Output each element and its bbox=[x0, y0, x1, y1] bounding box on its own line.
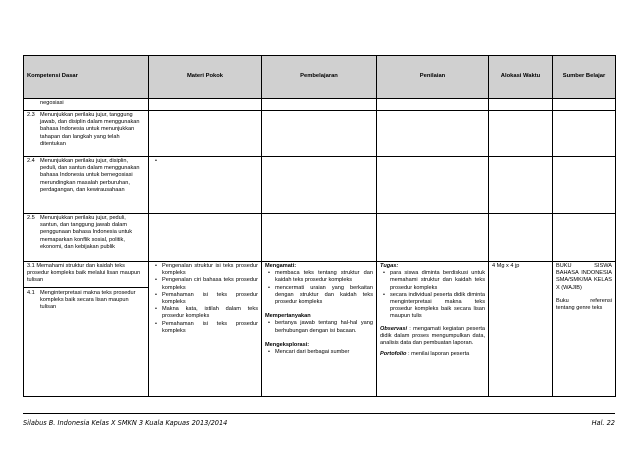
header-kompetensi-dasar: Kompetensi Dasar bbox=[24, 56, 149, 99]
pembelajaran-cell bbox=[262, 262, 377, 397]
kd-text: Menunjukkan perilaku jujur, tanggung jawab, dan disiplin dalam menggunakan bahasa Indonesia untuk menunjukkan tahapan dan langkah yang telah ditentukan bbox=[40, 112, 140, 147]
list-item: • Pemahaman isi teks prosedur kompleks bbox=[158, 321, 258, 335]
header-sumber-belajar: Sumber Belajar bbox=[553, 56, 616, 99]
page-number: Hal. 22 bbox=[591, 419, 615, 427]
portofolio-title: Portofolio bbox=[380, 351, 407, 358]
list-item: • secara individual peserta didik diminta menginterpretasi makna teks prosedur kompleks baik secara lisan maupun tulis bbox=[386, 292, 485, 321]
list-item: • Mencari dari berbagai sumber bbox=[271, 349, 373, 356]
syllabus-table bbox=[23, 55, 616, 397]
kd-number: 2.3 bbox=[27, 112, 35, 118]
observasi-text: : mengamati kegiatan peserta didik dalam proses mengumpulkan data, analisis data dan pembuatan laporan. bbox=[380, 325, 485, 347]
list-item: • membaca teks tentang struktur dan kaidah teks prosedur kompleks bbox=[271, 270, 373, 284]
materi-cell bbox=[149, 157, 262, 214]
kd-cell bbox=[24, 157, 149, 214]
header-pembelajaran: Pembelajaran bbox=[262, 56, 377, 99]
header-penilaian: Penilaian bbox=[377, 56, 489, 99]
eksplorasi-title: Mengeksplorasi: bbox=[265, 341, 310, 348]
kd-cell bbox=[24, 214, 149, 262]
alokasi-value: 4 Mg x 4 jp bbox=[492, 263, 520, 269]
table-row bbox=[24, 157, 616, 214]
menanya-title: Mempertanyakan bbox=[265, 313, 311, 320]
list-item: • Pemahaman isi teks prosedur kompleks bbox=[158, 292, 258, 306]
kd-cell bbox=[24, 111, 149, 157]
portofolio-block bbox=[380, 351, 485, 358]
sumber-item: Buku referensi tentang genre teks bbox=[556, 297, 612, 312]
portofolio-text: : menilai laporan peserta bbox=[407, 351, 470, 358]
footer-title: Silabus B. Indonesia Kelas X SMKN 3 Kuala Kapuas 2013/2014 bbox=[23, 419, 228, 427]
footer-divider bbox=[23, 413, 615, 414]
alokasi-cell bbox=[489, 262, 553, 397]
tugas-title: Tugas: bbox=[380, 263, 399, 269]
observasi-block bbox=[380, 326, 485, 348]
table-row bbox=[24, 262, 616, 397]
table-row bbox=[24, 111, 616, 157]
table-row bbox=[24, 214, 616, 262]
materi-list bbox=[152, 263, 258, 335]
sumber-cell bbox=[553, 262, 616, 397]
list-item: • bertanya jawab tentang hal-hal yang berhubungan dengan isi bacaan. bbox=[271, 320, 373, 334]
sumber-item: BUKU SISWA BAHASA INDONESIA SMA/SMK/MA KELAS X (WAJIB) bbox=[556, 263, 612, 291]
list-item: • Pengenalan ciri bahasa teks prosedur kompleks bbox=[158, 277, 258, 291]
list-item: • para siswa diminta berdiskusi untuk memahami struktur dan kaidah teks prosedur kompleks bbox=[386, 270, 485, 292]
table-header-row bbox=[24, 56, 616, 99]
kd-text: Memahami struktur dan kaidah teks prosedur kompleks baik melalui lisan maupun tulisan bbox=[27, 263, 141, 284]
mengamati-title: Mengamati: bbox=[265, 263, 297, 269]
kd-text: Menginterpretasi makna teks prosedur kompleks baik secara lisan maupun tulisan bbox=[40, 289, 136, 311]
list-item: • Makna kata, istilah dalam teks prosedur kompleks bbox=[158, 306, 258, 320]
observasi-title: Observasi bbox=[380, 325, 408, 332]
list-item: • Pengenalan struktur isi teks prosedur kompleks bbox=[158, 263, 258, 277]
list-item: • mencermati uraian yang berkaitan dengan struktur dan kaidah teks prosedur kompleks bbox=[271, 285, 373, 307]
kd-number: 3.1 bbox=[27, 263, 35, 269]
kd-number: 4.1 bbox=[27, 289, 35, 296]
kd-number: 2.4 bbox=[27, 158, 35, 164]
kd-number: 2.5 bbox=[27, 215, 35, 221]
kd-text: Menunjukkan perilaku jujur, peduli, santun, dan tanggung jawab dalam penggunaan bahasa Indonesia untuk memaparkan konflik sosial, politik, ekonomi, dan kebijakan publik bbox=[40, 215, 133, 250]
header-materi-pokok: Materi Pokok bbox=[149, 56, 262, 99]
materi-cell bbox=[149, 262, 262, 397]
kd-text: negosiasi bbox=[40, 100, 64, 106]
kd-text: Menunjukkan perilaku jujur, disiplin, peduli, dan santun dalam menggunakan bahasa Indonesia untuk bernegosiasi merundingkan masalah perburuhan, perdagangan, dan kewirausahaan bbox=[40, 158, 140, 193]
kd-cell bbox=[24, 262, 149, 397]
header-alokasi-waktu: Alokasi Waktu bbox=[489, 56, 553, 99]
kd-cell bbox=[24, 99, 149, 111]
table-row bbox=[24, 99, 616, 111]
penilaian-cell bbox=[377, 262, 489, 397]
